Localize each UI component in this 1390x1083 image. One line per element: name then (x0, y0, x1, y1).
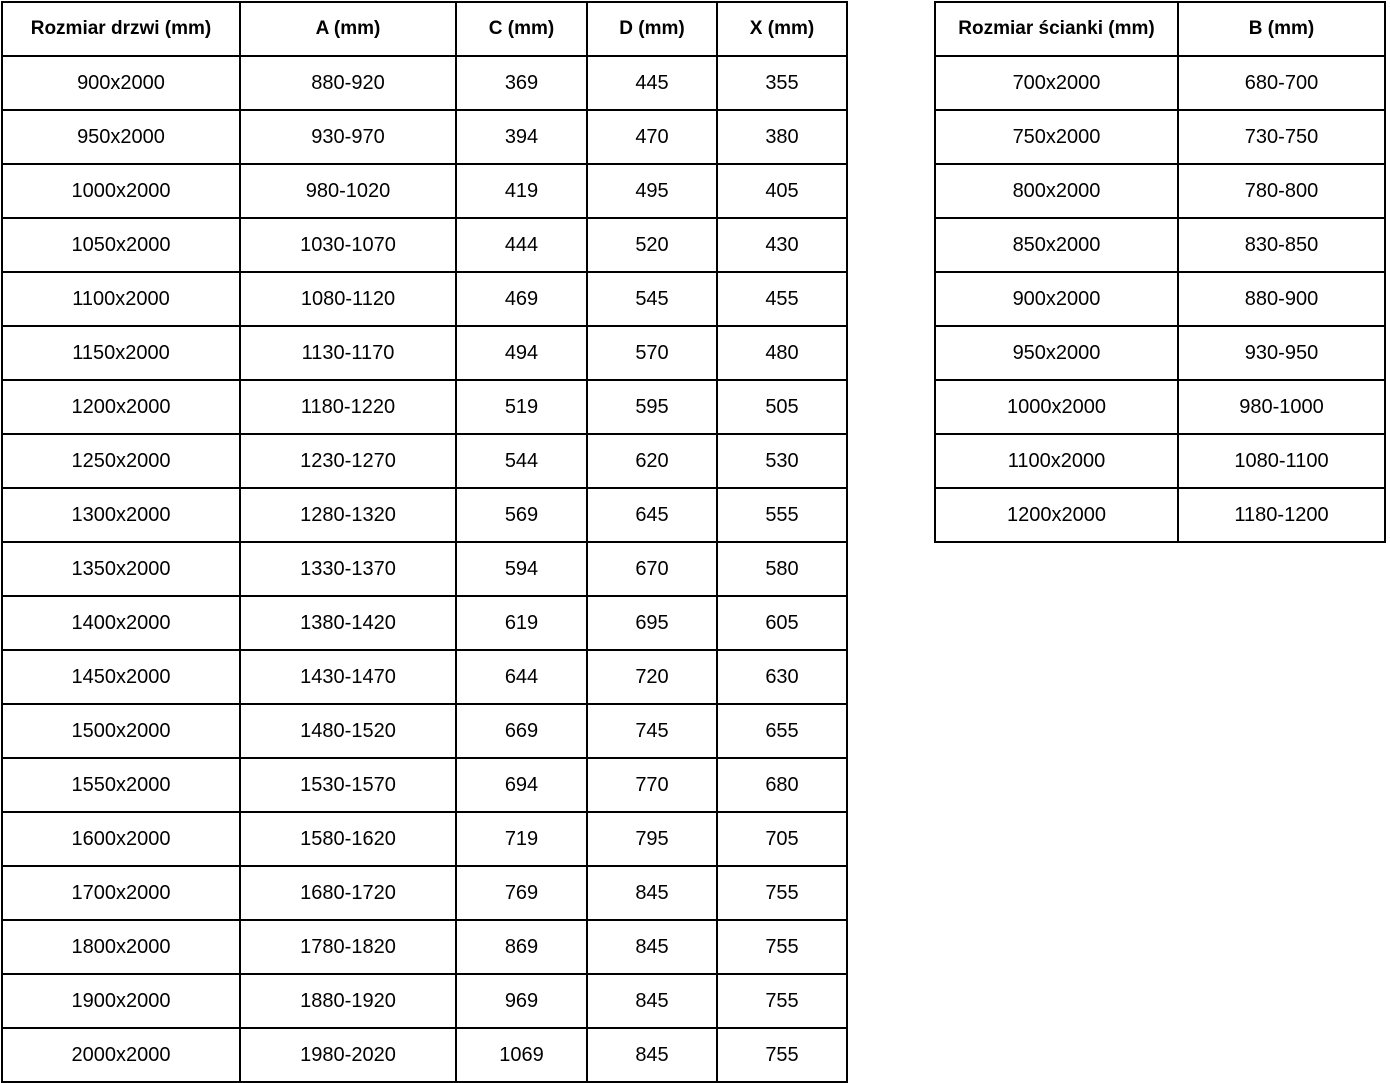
table-cell: 369 (456, 56, 587, 110)
table-cell: 930-970 (240, 110, 456, 164)
table-cell: 445 (587, 56, 717, 110)
table-cell: 680 (717, 758, 847, 812)
table-row (935, 218, 1385, 272)
table-row (2, 866, 847, 920)
table-cell: 1180-1220 (240, 380, 456, 434)
table-cell: 595 (587, 380, 717, 434)
table-cell: 980-1000 (1178, 380, 1385, 434)
table-cell: 1130-1170 (240, 326, 456, 380)
table-cell: 900x2000 (935, 272, 1178, 326)
table-row (2, 326, 847, 380)
column-header: Rozmiar drzwi (mm) (2, 2, 240, 56)
table-cell: 620 (587, 434, 717, 488)
table-row (2, 272, 847, 326)
table-cell: 669 (456, 704, 587, 758)
table-row (2, 812, 847, 866)
table-cell: 1600x2000 (2, 812, 240, 866)
table-cell: 780-800 (1178, 164, 1385, 218)
table-cell: 605 (717, 596, 847, 650)
table-cell: 1800x2000 (2, 920, 240, 974)
table-cell: 1100x2000 (2, 272, 240, 326)
table-cell: 830-850 (1178, 218, 1385, 272)
table-cell: 745 (587, 704, 717, 758)
table-row (2, 488, 847, 542)
table-cell: 1250x2000 (2, 434, 240, 488)
table-cell: 430 (717, 218, 847, 272)
table-cell: 670 (587, 542, 717, 596)
table-cell: 730-750 (1178, 110, 1385, 164)
table-cell: 1100x2000 (935, 434, 1178, 488)
table-cell: 519 (456, 380, 587, 434)
table-cell: 795 (587, 812, 717, 866)
table-row (2, 758, 847, 812)
table-cell: 630 (717, 650, 847, 704)
table-cell: 469 (456, 272, 587, 326)
table-cell: 1200x2000 (2, 380, 240, 434)
table-cell: 394 (456, 110, 587, 164)
table-cell: 1400x2000 (2, 596, 240, 650)
table-cell: 755 (717, 1028, 847, 1082)
table-cell: 1050x2000 (2, 218, 240, 272)
table-cell: 655 (717, 704, 847, 758)
table-row (2, 434, 847, 488)
table-row (2, 110, 847, 164)
table-row (935, 110, 1385, 164)
table-cell: 1700x2000 (2, 866, 240, 920)
table-cell: 455 (717, 272, 847, 326)
header-row (935, 2, 1385, 56)
table-cell: 750x2000 (935, 110, 1178, 164)
table-cell: 570 (587, 326, 717, 380)
table-row (935, 326, 1385, 380)
table-cell: 1030-1070 (240, 218, 456, 272)
table-cell: 495 (587, 164, 717, 218)
table-cell: 845 (587, 1028, 717, 1082)
table-cell: 1000x2000 (935, 380, 1178, 434)
table-cell: 800x2000 (935, 164, 1178, 218)
table-cell: 755 (717, 920, 847, 974)
table-cell: 1580-1620 (240, 812, 456, 866)
table-row (2, 1028, 847, 1082)
table-cell: 619 (456, 596, 587, 650)
column-header: Rozmiar ścianki (mm) (935, 2, 1178, 56)
table-cell: 1550x2000 (2, 758, 240, 812)
table-cell: 720 (587, 650, 717, 704)
column-header: A (mm) (240, 2, 456, 56)
table-cell: 700x2000 (935, 56, 1178, 110)
table-cell: 980-1020 (240, 164, 456, 218)
column-header: C (mm) (456, 2, 587, 56)
table-cell: 1280-1320 (240, 488, 456, 542)
table-cell: 1430-1470 (240, 650, 456, 704)
table-cell: 1330-1370 (240, 542, 456, 596)
column-header: B (mm) (1178, 2, 1385, 56)
table-row (2, 164, 847, 218)
table-cell: 594 (456, 542, 587, 596)
door-size-table (1, 1, 848, 1083)
table-cell: 1080-1100 (1178, 434, 1385, 488)
table-cell: 419 (456, 164, 587, 218)
table-cell: 444 (456, 218, 587, 272)
table-cell: 480 (717, 326, 847, 380)
table-row (2, 596, 847, 650)
table-row (2, 704, 847, 758)
table-cell: 1150x2000 (2, 326, 240, 380)
table-cell: 1180-1200 (1178, 488, 1385, 542)
table-cell: 520 (587, 218, 717, 272)
table-row (2, 380, 847, 434)
table-row (2, 650, 847, 704)
table-cell: 969 (456, 974, 587, 1028)
table-cell: 2000x2000 (2, 1028, 240, 1082)
table-cell: 680-700 (1178, 56, 1385, 110)
table-row (935, 488, 1385, 542)
table-cell: 694 (456, 758, 587, 812)
table-cell: 545 (587, 272, 717, 326)
table-cell: 755 (717, 974, 847, 1028)
table-row (2, 218, 847, 272)
table-cell: 505 (717, 380, 847, 434)
table-cell: 755 (717, 866, 847, 920)
table-cell: 1900x2000 (2, 974, 240, 1028)
table-row (2, 56, 847, 110)
table-cell: 355 (717, 56, 847, 110)
table-cell: 494 (456, 326, 587, 380)
table-cell: 705 (717, 812, 847, 866)
table-cell: 644 (456, 650, 587, 704)
table-cell: 530 (717, 434, 847, 488)
table-cell: 850x2000 (935, 218, 1178, 272)
table-cell: 580 (717, 542, 847, 596)
column-header: X (mm) (717, 2, 847, 56)
table-cell: 1480-1520 (240, 704, 456, 758)
table-row (935, 380, 1385, 434)
table-cell: 1350x2000 (2, 542, 240, 596)
header-row (2, 2, 847, 56)
table-cell: 1069 (456, 1028, 587, 1082)
table-row (935, 164, 1385, 218)
table-cell: 1000x2000 (2, 164, 240, 218)
table-cell: 695 (587, 596, 717, 650)
table-cell: 1300x2000 (2, 488, 240, 542)
table-cell: 950x2000 (2, 110, 240, 164)
table-row (935, 434, 1385, 488)
table-cell: 1530-1570 (240, 758, 456, 812)
table-cell: 1230-1270 (240, 434, 456, 488)
table-cell: 845 (587, 866, 717, 920)
table-cell: 769 (456, 866, 587, 920)
table-cell: 1080-1120 (240, 272, 456, 326)
wall-size-table (934, 1, 1386, 543)
table-cell: 880-900 (1178, 272, 1385, 326)
table-cell: 845 (587, 920, 717, 974)
table-cell: 645 (587, 488, 717, 542)
table-cell: 1780-1820 (240, 920, 456, 974)
table-cell: 719 (456, 812, 587, 866)
table-cell: 544 (456, 434, 587, 488)
table-cell: 405 (717, 164, 847, 218)
table-cell: 1200x2000 (935, 488, 1178, 542)
table-cell: 950x2000 (935, 326, 1178, 380)
table-row (2, 542, 847, 596)
table-cell: 930-950 (1178, 326, 1385, 380)
table-row (935, 56, 1385, 110)
table-cell: 880-920 (240, 56, 456, 110)
table-cell: 1880-1920 (240, 974, 456, 1028)
table-cell: 569 (456, 488, 587, 542)
table-row (2, 974, 847, 1028)
table-row (2, 920, 847, 974)
table-cell: 1980-2020 (240, 1028, 456, 1082)
table-cell: 900x2000 (2, 56, 240, 110)
table-cell: 1680-1720 (240, 866, 456, 920)
table-cell: 555 (717, 488, 847, 542)
table-cell: 770 (587, 758, 717, 812)
table-cell: 1450x2000 (2, 650, 240, 704)
table-cell: 470 (587, 110, 717, 164)
table-row (935, 272, 1385, 326)
table-cell: 845 (587, 974, 717, 1028)
table-cell: 1500x2000 (2, 704, 240, 758)
column-header: D (mm) (587, 2, 717, 56)
table-cell: 1380-1420 (240, 596, 456, 650)
table-cell: 380 (717, 110, 847, 164)
table-cell: 869 (456, 920, 587, 974)
